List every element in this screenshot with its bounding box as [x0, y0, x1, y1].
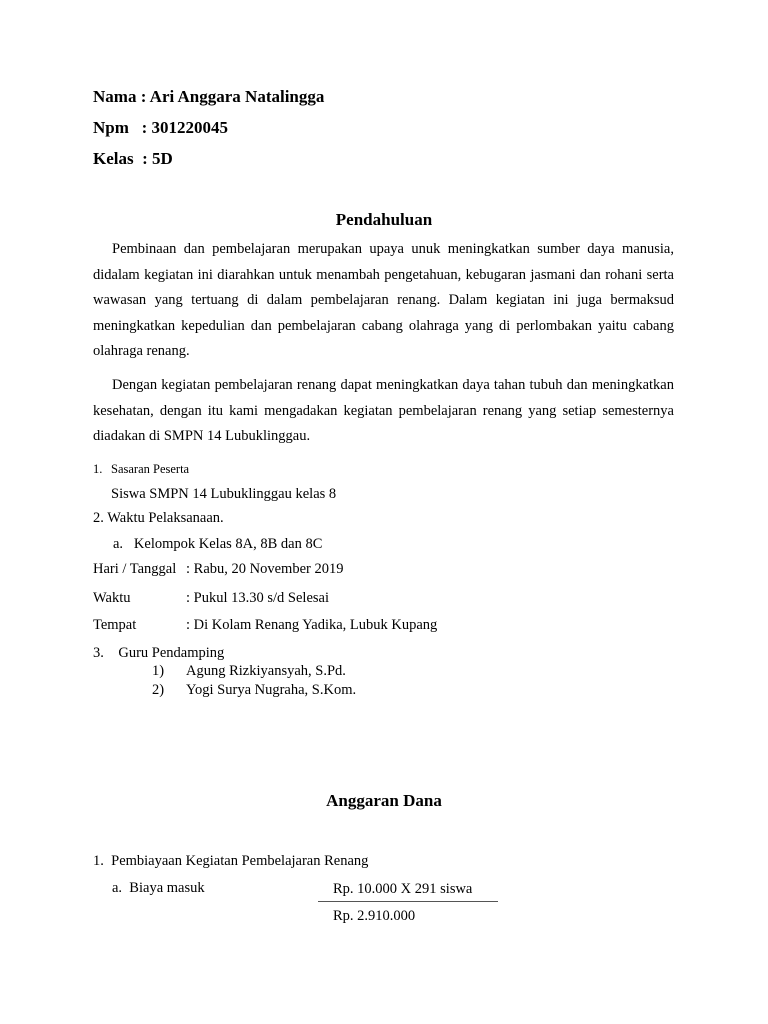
guru-name: Yogi Surya Nugraha, S.Kom.	[186, 682, 357, 698]
list-item-waktu-pelaksanaan: 2. Waktu Pelaksanaan.	[93, 510, 224, 526]
guru-number: 1)	[152, 663, 165, 679]
list-item-guru-pendamping: 3. Guru Pendamping	[93, 645, 225, 661]
waktu-label: Waktu	[93, 590, 131, 606]
student-npm: Npm : 301220045	[93, 118, 229, 137]
guru-name: Agung Rizkiyansyah, S.Pd.	[186, 663, 346, 679]
student-name: Nama : Ari Anggara Natalingga	[93, 87, 325, 106]
biaya-masuk-total: Rp. 2.910.000	[333, 908, 416, 924]
sum-divider	[318, 901, 498, 902]
student-class: Kelas : 5D	[93, 149, 173, 168]
anggaran-item-pembiayaan: 1. Pembiayaan Kegiatan Pembelajaran Renang	[93, 853, 369, 869]
biaya-masuk-label: a. Biaya masuk	[112, 880, 205, 896]
intro-paragraph-1: Pembinaan dan pembelajaran merupakan upaya unuk meningkatkan sumber daya manusia, didalam kegiatan ini diarahkan untuk menambah pengetahuan, kebugaran jasmani dan rohani serta wawasan yang tertuang di dalam pembelajaran renang. Dalam kegiatan ini juga bermaksud meningkatkan kepedulian dan pembelajaran cabang olahraga yang di perlombakan yaitu cabang olahraga renang.	[93, 241, 674, 359]
tempat-value: : Di Kolam Renang Yadika, Lubuk Kupang	[186, 617, 438, 633]
waktu-value: : Pukul 13.30 s/d Selesai	[186, 590, 329, 606]
list-item-sasaran: Sasaran Peserta	[111, 462, 190, 476]
tempat-label: Tempat	[93, 617, 137, 633]
guru-number: 2)	[152, 682, 165, 698]
section-title-pendahuluan: Pendahuluan	[335, 210, 433, 229]
hari-value: : Rabu, 20 November 2019	[186, 561, 344, 577]
list-item-sasaran-detail: Siswa SMPN 14 Lubuklinggau kelas 8	[111, 486, 337, 502]
intro-paragraph-2: Dengan kegiatan pembelajaran renang dapat meningkatkan daya tahan tubuh dan meningkatkan kesehatan, dengan itu kami mengadakan kegiatan pembelajaran renang yang setiap semesternya diadakan di SMPN 14 Lubuklinggau.	[93, 377, 674, 444]
biaya-masuk-calculation: Rp. 10.000 X 291 siswa	[333, 881, 473, 897]
list-number-1: 1.	[93, 462, 103, 476]
section-title-anggaran: Anggaran Dana	[326, 791, 442, 810]
list-item-kelompok: a. Kelompok Kelas 8A, 8B dan 8C	[113, 536, 323, 552]
hari-label: Hari / Tanggal	[93, 561, 177, 577]
